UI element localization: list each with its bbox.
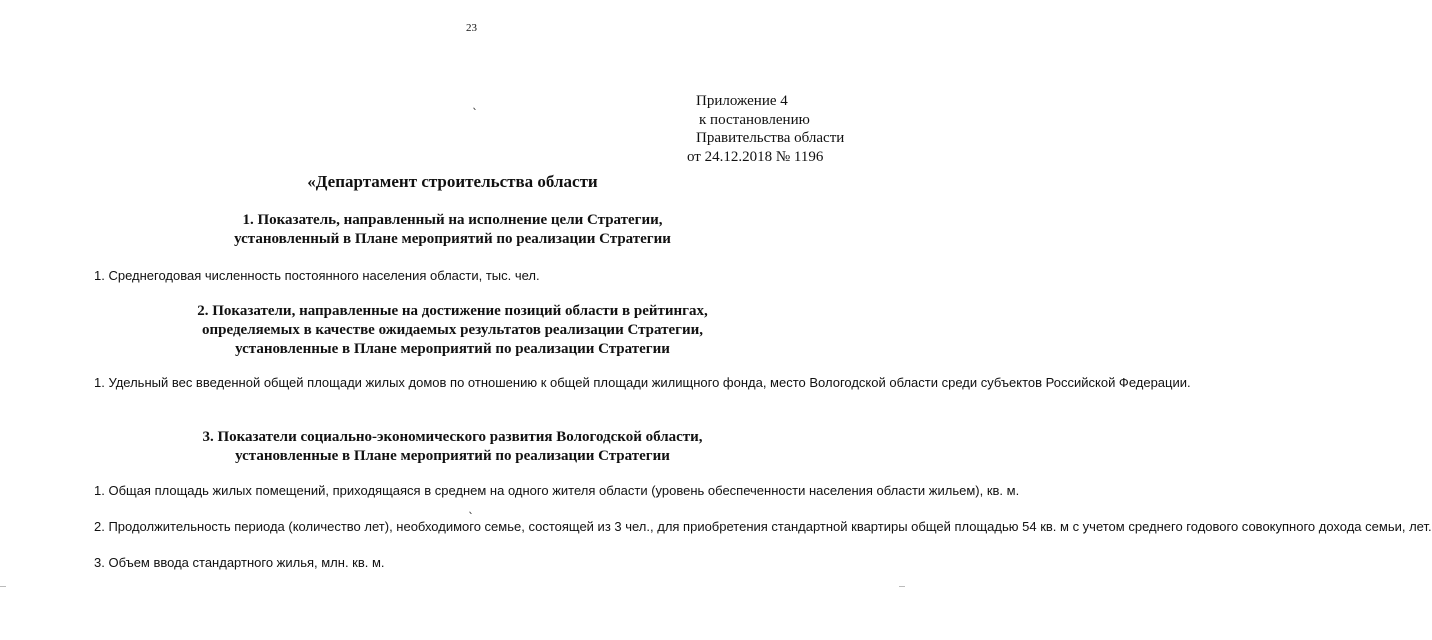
appendix-line-1: Приложение 4 xyxy=(696,93,788,109)
section-2-heading xyxy=(0,302,905,359)
section-3-heading-line-2: установленные в Плане мероприятий по реализации Стратегии xyxy=(235,448,670,464)
stray-mark-2: ˎ xyxy=(468,500,474,514)
scan-edge-right xyxy=(899,586,905,587)
section-2-heading-line-3: установленные в Плане мероприятий по реализации Стратегии xyxy=(235,341,670,357)
appendix-line-2: к постановлению xyxy=(699,111,810,128)
department-title: «Департамент строительства области xyxy=(307,172,598,191)
section-2-heading-line-2: определяемых в качестве ожидаемых результатов реализации Стратегии, xyxy=(202,322,703,338)
stray-mark: ˎ xyxy=(472,96,478,110)
section-3-item-3: 3. Объем ввода стандартного жилья, млн. кв. м. xyxy=(94,555,385,570)
section-1-heading-line-2: установленный в Плане мероприятий по реализации Стратегии xyxy=(234,231,671,247)
scan-edge-left xyxy=(0,586,6,587)
section-1-heading-line-1: 1. Показатель, направленный на исполнение цели Стратегии, xyxy=(242,212,663,228)
section-3-item-1: 1. Общая площадь жилых помещений, приходящаяся в среднем на одного жителя области (уровень обеспеченности населения области жильем), кв. м. xyxy=(94,483,1020,498)
appendix-line-3: Правительства области xyxy=(696,130,845,146)
section-1-heading xyxy=(0,211,905,249)
page-number: 23 xyxy=(466,22,477,34)
section-3-heading xyxy=(0,428,905,466)
section-2-item-1: 1. Удельный вес введенной общей площади жилых домов по отношению к общей площади жилищного фонда, место Вологодской области среди субъектов Российской Федерации. xyxy=(94,375,1191,390)
section-1-item-1: 1. Среднегодовая численность постоянного населения области, тыс. чел. xyxy=(94,268,540,283)
section-2-heading-line-1: 2. Показатели, направленные на достижение позиций области в рейтингах, xyxy=(197,303,708,319)
section-3-heading-line-1: 3. Показатели социально-экономического развития Вологодской области, xyxy=(202,429,703,445)
appendix-line-4: от 24.12.2018 № 1196 xyxy=(687,148,824,165)
appendix-block xyxy=(687,92,844,166)
section-3-item-2: 2. Продолжительность периода (количество лет), необходимого семье, состоящей из 3 чел., для приобретения стандартной квартиры общей площадью 54 кв. м с учетом среднего годового совокупного дохода семьи, лет. xyxy=(94,519,1432,534)
